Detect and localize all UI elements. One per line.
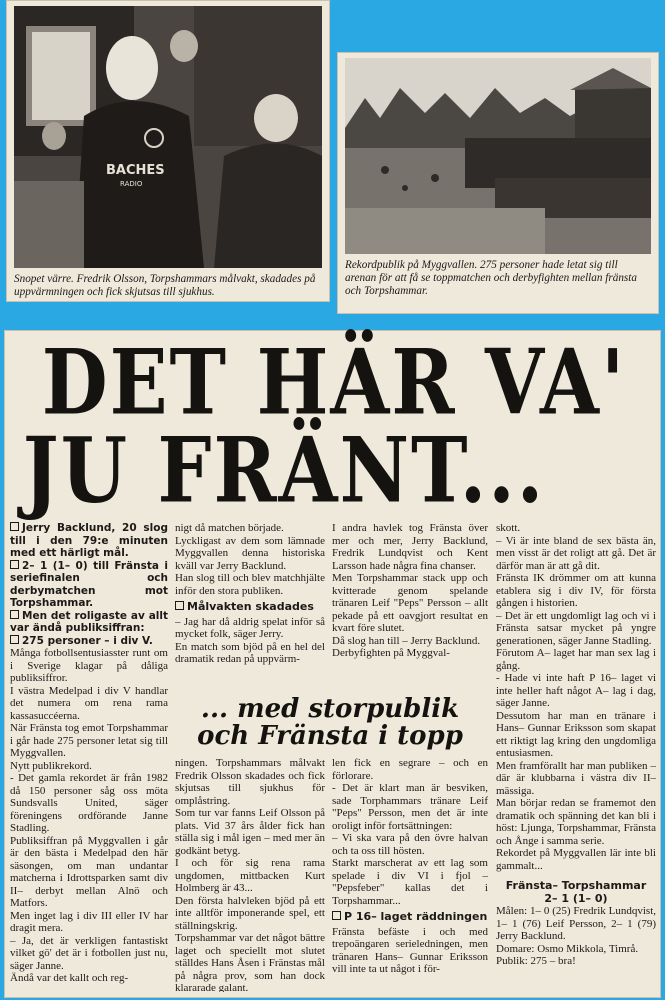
article-column-4 [496, 522, 656, 992]
article-column-2-top [175, 522, 325, 694]
body-paragraph: Men inget lag i div III eller IV har dragit mera. [10, 909, 168, 934]
body-paragraph: - Det gamla rekordet är från 1982 då 150 personer såg oss möta Sundsvalls United, säger föreningens ordförande Janne Stadling. [10, 772, 168, 834]
bullet-box-icon [10, 522, 19, 531]
body-paragraph: Men Torpshammar stack upp och kvitterade genom spelande tränaren Leif "Peps" Persson – allt pekade på ett oavgjort resultat en kvart före slutet. [332, 572, 488, 634]
body-paragraph: – Vi ska vara på den övre halvan och ta oss till hösten. [332, 832, 488, 857]
body-paragraph: Lyckligast av dem som lämnade Myggvallen denna historiska kväll var Jerry Backlund. [175, 534, 325, 572]
body-paragraph: En match som bjöd på en hel del dramatik redan på uppvärm- [175, 640, 325, 665]
left-photo-caption: Snopet värre. Fredrik Olsson, Torpshammars målvakt, skadades på uppvärmningen och fick skjutsas till sjukhus. [14, 273, 316, 298]
match-result-box [496, 880, 656, 968]
right-photo-caption: Rekordpublik på Myggvallen. 275 personer hade letat sig till arenan för att få se toppmatchen och derbyfighten mellan fränsta och Torpshammar. [345, 259, 637, 297]
result-title: Fränsta– Torpshammar [505, 879, 647, 892]
body-paragraph: ningen. Torpshammars målvakt Fredrik Olsson skadades och fick skjutsas till sjukhus för omplåstring. [175, 757, 325, 807]
body-paragraph: - Det är klart man är besviken, sade Torphammars tränare Leif "Peps" Persson, men det är inte oroligt inför fortsättningen: [332, 782, 488, 832]
body-paragraph: nigt då matchen började. [175, 522, 284, 534]
body-paragraph: Den första halvleken bjöd på ett inte alltför imponerande spel, ett ställningskrig. [175, 894, 325, 932]
body-paragraph: Han slog till och blev matchhjälte inför den stora publiken. [175, 572, 325, 597]
col2-bottom-paragraphs [175, 757, 325, 992]
body-paragraph: skott. [496, 522, 521, 534]
result-score: 2– 1 (1– 0) [544, 891, 608, 905]
body-paragraph: Derbyfighten på Myggval- [332, 647, 450, 659]
left-photo-clipping [6, 0, 330, 302]
right-photo-clipping [337, 52, 659, 314]
body-paragraph: Publiksiffran på Myggvallen i går är den bästa i Medelpad den här säsongen, om man undantar matcherna i Idrottsparken samt div II– derbyt mellan Alnö och Matfors. [10, 834, 168, 909]
article-column-1 [10, 522, 168, 992]
article-column-2-bottom [175, 757, 325, 992]
col3-bottom-paragraphs [332, 757, 488, 976]
body-paragraph: Många fotbollsentusiasster runt om i Sverige klagar på dåliga publiksiffror. [10, 647, 168, 684]
body-paragraph: Starkt marscherat av ett lag som spelade i div VI i fjol – "Pepsfeber" kallas det i Torpshammar... [332, 857, 488, 907]
article-clipping [4, 330, 661, 998]
bullet-box-icon [175, 601, 184, 610]
body-paragraph: - Hade vi inte haft P 16– laget vi inte heller haft något A– lag i dag, säger Janne. [496, 672, 656, 709]
body-paragraph: Fränsta IK drömmer om att kunna etablera sig i div IV, för första gången i historien. [496, 572, 656, 609]
body-paragraph: – Vi är inte bland de sex bästa än, men visst är det roligt att gå. Det är därför man är att gå dit. [496, 534, 656, 572]
body-paragraph: len fick en segrare – och en förlorare. [332, 757, 488, 782]
subheading: Målvakten skadades [175, 601, 325, 614]
headline-line-2: JU FRÄNT... [22, 417, 546, 523]
result-referee: Domare: Osmo Mikkola, Timrå. [496, 942, 639, 955]
col3-top-paragraphs [332, 522, 488, 660]
body-paragraph: Som tur var fanns Leif Olsson på plats. Vid 37 års ålder fick han ställa sig i mål igen – med mer än godkänt betyg. [175, 807, 325, 857]
article-column-3-bottom [332, 757, 488, 992]
body-paragraph: När Fränsta tog emot Torpshammar i går hade 275 personer letat sig till Myggvallen. [10, 722, 168, 759]
goalkeeper-photo [14, 6, 322, 268]
body-paragraph: Ändå var det kallt och reg- [10, 972, 129, 984]
bullet-box-icon [10, 635, 19, 644]
body-paragraph: Då slog han till – Jerry Backlund. [332, 634, 481, 647]
lead-paragraph: Jerry Backlund, 20 slog till i den 79:e minuten med ett härligt mål. [10, 522, 168, 559]
body-paragraph: Rekordet på Myggvallen lär inte bli gammalt... [496, 847, 656, 872]
result-goals: Målen: 1– 0 (25) Fredrik Lundqvist, 1– 1 (76) Leif Persson, 2– 1 (79) Jerry Backlund. [496, 905, 656, 942]
article-column-3-top [332, 522, 488, 694]
body-paragraph: Torpshammar var det något bättre laget och speciellt mot slutet ställdes Hans Åsen i Fränstas mål på några prov, som han dock klararade galant. [175, 932, 325, 992]
body-paragraph: I västra Medelpad i div V handlar det numera om rena rama kassasuccéerna. [10, 684, 168, 722]
lead-paragraph: 275 personer – i div V. [10, 635, 168, 648]
sweater-text: BACHES [106, 163, 165, 178]
body-paragraph: Nytt publikrekord. [10, 759, 92, 772]
body-paragraph: I och för sig rena rama ungdomen, mittbacken Kurt Holmberg är 43... [175, 857, 325, 894]
lead-paragraph: Men det roligaste av allt var ändå publiksiffran: [10, 609, 168, 634]
body-paragraph: – Det är ett ungdomligt lag och vi i Fränsta satsar mycket på yngre generationen, säger Janne Stadling. [496, 609, 656, 647]
col2-top-paragraphs [175, 522, 325, 666]
subheading: P 16– laget räddningen [332, 911, 488, 924]
body-paragraph: Men framförallt har man publiken – där är klubbarna i västra div II– mässiga. [496, 759, 656, 797]
lead-paragraph: 2– 1 (1– 0) till Fränsta i seriefinalen och derbymatchen mot Torpshammar. [10, 559, 168, 609]
body-paragraph: – Ja, det är verkligen fantastiskt vilket gö' det är i fotbollen just nu, säger Janne. [10, 934, 168, 972]
body-paragraph: – Jag har då aldrig spelat inför så mycket folk, säger Jerry. [175, 615, 325, 640]
body-paragraph: Fränsta befäste i och med trepoängaren serieledningen, men tränaren Hans– Gunnar Eriksson vill inte ta ut något i för- [332, 925, 488, 975]
bullet-box-icon [10, 610, 19, 619]
body-paragraph: I andra havlek tog Fränsta över mer och mer, Jerry Backlund, Fredrik Lundqvist och Kent Larsson hade några fina chanser. [332, 522, 488, 572]
col4-paragraphs [496, 522, 656, 872]
bullet-box-icon [332, 911, 341, 920]
sweater-subtext: RADIO [120, 180, 143, 188]
body-paragraph: Förutom A– laget har man sex lag i gång. [496, 647, 656, 672]
result-attendance: Publik: 275 – bra! [496, 955, 576, 967]
headline-line-1: DET HÄR VA' [41, 329, 627, 435]
body-paragraph: Man börjar redan se framemot den dramatik och spänning det kan bli i höst: Ljunga, Torpshammar, Fränsta och Ånge i samma serie. [496, 797, 656, 847]
bullet-box-icon [10, 560, 19, 569]
body-paragraph: Dessutom har man en tränare i Hans– Gunnar Eriksson som skapat ett riktigt lag kring den ungdomliga entusiasmen. [496, 709, 656, 759]
crowd-photo [345, 58, 651, 254]
col1-paragraphs [10, 522, 168, 985]
secondary-headline: ... med storpublik och Fränsta i topp [197, 694, 463, 751]
